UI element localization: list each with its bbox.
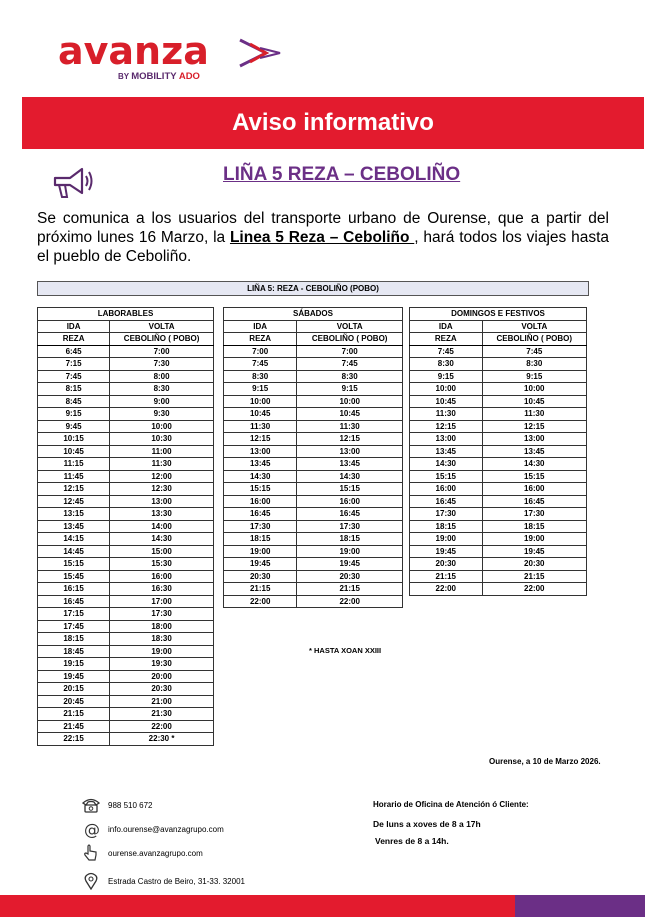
table-row [38, 358, 214, 371]
departure-time-cell: 20:15 [38, 683, 110, 696]
table-row [410, 558, 587, 571]
table-row [38, 583, 214, 596]
table-row [224, 358, 403, 371]
departure-time-cell: 10:15 [38, 433, 110, 446]
table-row [410, 470, 587, 483]
return-time-cell: 12:15 [482, 420, 586, 433]
return-time-cell: 17:00 [110, 595, 214, 608]
departure-time-cell: 20:45 [38, 695, 110, 708]
table-laborables [37, 307, 214, 746]
departure-time-cell: 16:45 [38, 595, 110, 608]
departure-time-cell: 7:15 [38, 358, 110, 371]
return-time-cell: 7:45 [482, 345, 586, 358]
table-row [410, 383, 587, 396]
table-row [38, 433, 214, 446]
return-time-cell: 13:45 [482, 445, 586, 458]
footnote: * HASTA XOAN XXIII [309, 646, 382, 655]
contact-phone: 988 510 672 [80, 796, 153, 814]
return-time-cell: 18:15 [482, 520, 586, 533]
departure-time-cell: 22:00 [224, 595, 297, 608]
avanza-logo [58, 30, 298, 92]
return-time-cell: 19:00 [482, 533, 586, 546]
return-time-cell: 9:00 [110, 395, 214, 408]
departure-time-cell: 13:00 [224, 445, 297, 458]
megaphone-icon [50, 163, 96, 203]
table-row [38, 658, 214, 671]
departure-time-cell: 13:45 [224, 458, 297, 471]
table-row [38, 645, 214, 658]
table-domingos [409, 307, 587, 596]
return-time-cell: 16:00 [110, 570, 214, 583]
return-time-cell: 11:30 [482, 408, 586, 421]
return-time-cell: 14:00 [110, 520, 214, 533]
return-time-cell: 18:15 [297, 533, 403, 546]
table-row [410, 533, 587, 546]
at-sign-icon [80, 820, 102, 838]
table-row [38, 570, 214, 583]
column-header: IDA [224, 320, 297, 333]
table-row [38, 608, 214, 621]
table-row [38, 708, 214, 721]
departure-time-cell: 18:15 [410, 520, 483, 533]
departure-time-cell: 21:15 [38, 708, 110, 721]
table-row [224, 395, 403, 408]
column-header: VOLTA [297, 320, 403, 333]
departure-time-cell: 9:45 [38, 420, 110, 433]
departure-time-cell: 22:15 [38, 733, 110, 746]
departure-time-cell: 9:15 [410, 370, 483, 383]
departure-time-cell: 17:30 [410, 508, 483, 521]
issue-date: Ourense, a 10 de Marzo 2026. [489, 757, 601, 766]
table-title: LABORABLES [38, 308, 214, 321]
return-time-cell: 15:15 [482, 470, 586, 483]
subheader-row [224, 333, 403, 346]
table-row [38, 495, 214, 508]
table-row [410, 520, 587, 533]
table-row [38, 420, 214, 433]
return-time-cell: 16:00 [482, 483, 586, 496]
departure-time-cell: 19:45 [38, 670, 110, 683]
departure-time-cell: 13:15 [38, 508, 110, 521]
column-subheader: CEBOLIÑO ( POBO) [482, 333, 586, 346]
table-row [224, 508, 403, 521]
return-time-cell: 14:30 [297, 470, 403, 483]
table-row [224, 533, 403, 546]
header-row [38, 320, 214, 333]
svg-text:@: @ [84, 820, 100, 838]
office-hours-line1: De luns a xoves de 8 a 17h [373, 819, 481, 829]
column-subheader: REZA [410, 333, 483, 346]
table-row [38, 670, 214, 683]
return-time-cell: 13:30 [110, 508, 214, 521]
table-title: SÁBADOS [224, 308, 403, 321]
return-time-cell: 22:30 * [110, 733, 214, 746]
table-row [38, 445, 214, 458]
footer-bar-purple [515, 895, 645, 917]
return-time-cell: 10:00 [482, 383, 586, 396]
table-row [38, 370, 214, 383]
departure-time-cell: 17:30 [224, 520, 297, 533]
table-title: DOMINGOS E FESTIVOS [410, 308, 587, 321]
departure-time-cell: 20:30 [224, 570, 297, 583]
return-time-cell: 10:45 [297, 408, 403, 421]
return-time-cell: 16:45 [297, 508, 403, 521]
return-time-cell: 7:45 [297, 358, 403, 371]
column-subheader: REZA [224, 333, 297, 346]
return-time-cell: 8:30 [110, 383, 214, 396]
table-row [38, 408, 214, 421]
departure-time-cell: 14:30 [410, 458, 483, 471]
table-row [410, 408, 587, 421]
return-time-cell: 15:15 [297, 483, 403, 496]
departure-time-cell: 14:15 [38, 533, 110, 546]
departure-time-cell: 8:45 [38, 395, 110, 408]
table-row [224, 558, 403, 571]
table-row [224, 345, 403, 358]
table-row [224, 433, 403, 446]
table-row [410, 495, 587, 508]
table-row [410, 508, 587, 521]
departure-time-cell: 12:45 [38, 495, 110, 508]
departure-time-cell: 12:15 [38, 483, 110, 496]
departure-time-cell: 9:15 [224, 383, 297, 396]
return-time-cell: 9:15 [297, 383, 403, 396]
departure-time-cell: 15:15 [410, 470, 483, 483]
departure-time-cell: 7:45 [38, 370, 110, 383]
return-time-cell: 19:45 [482, 545, 586, 558]
table-row [224, 383, 403, 396]
departure-time-cell: 10:00 [410, 383, 483, 396]
table-row [410, 545, 587, 558]
departure-time-cell: 19:00 [410, 533, 483, 546]
departure-time-cell: 15:15 [224, 483, 297, 496]
table-row [38, 683, 214, 696]
departure-time-cell: 21:45 [38, 720, 110, 733]
departure-time-cell: 17:45 [38, 620, 110, 633]
return-time-cell: 16:30 [110, 583, 214, 596]
departure-time-cell: 13:45 [410, 445, 483, 458]
departure-time-cell: 8:15 [38, 383, 110, 396]
departure-time-cell: 7:45 [410, 345, 483, 358]
departure-time-cell: 14:30 [224, 470, 297, 483]
table-row [410, 583, 587, 596]
departure-time-cell: 18:45 [38, 645, 110, 658]
return-time-cell: 7:00 [110, 345, 214, 358]
return-time-cell: 8:30 [482, 358, 586, 371]
departure-time-cell: 7:45 [224, 358, 297, 371]
table-row [38, 720, 214, 733]
table-row [38, 695, 214, 708]
table-row [38, 508, 214, 521]
departure-time-cell: 17:15 [38, 608, 110, 621]
table-row [38, 458, 214, 471]
return-time-cell: 13:00 [482, 433, 586, 446]
departure-time-cell: 18:15 [38, 633, 110, 646]
return-time-cell: 10:00 [297, 395, 403, 408]
location-pin-icon [80, 872, 102, 890]
departure-time-cell: 19:15 [38, 658, 110, 671]
table-row [38, 345, 214, 358]
table-row [224, 458, 403, 471]
return-time-cell: 18:00 [110, 620, 214, 633]
return-time-cell: 22:00 [297, 595, 403, 608]
table-row [38, 558, 214, 571]
return-time-cell: 19:45 [297, 558, 403, 571]
table-row [38, 470, 214, 483]
departure-time-cell: 16:15 [38, 583, 110, 596]
departure-time-cell: 12:15 [410, 420, 483, 433]
contact-web[interactable]: ourense.avanzagrupo.com [80, 844, 203, 862]
table-row [38, 483, 214, 496]
table-row [38, 520, 214, 533]
return-time-cell: 9:15 [482, 370, 586, 383]
header-row [410, 320, 587, 333]
return-time-cell: 16:00 [297, 495, 403, 508]
return-time-cell: 9:30 [110, 408, 214, 421]
return-time-cell: 17:30 [482, 508, 586, 521]
subheader-row [410, 333, 587, 346]
table-row [38, 733, 214, 746]
departure-time-cell: 16:00 [410, 483, 483, 496]
return-time-cell: 20:30 [110, 683, 214, 696]
departure-time-cell: 14:45 [38, 545, 110, 558]
departure-time-cell: 20:30 [410, 558, 483, 571]
office-hours-line2: Venres de 8 a 14h. [375, 836, 449, 846]
table-row [224, 583, 403, 596]
return-time-cell: 10:45 [482, 395, 586, 408]
departure-time-cell: 10:00 [224, 395, 297, 408]
return-time-cell: 14:30 [110, 533, 214, 546]
table-title-row [224, 308, 403, 321]
contact-address: Estrada Castro de Beiro, 31-33. 32001 [80, 872, 245, 890]
return-time-cell: 19:00 [297, 545, 403, 558]
table-title-row [410, 308, 587, 321]
schedule-title: LIÑA 5: REZA - CEBOLIÑO (POBO) [37, 281, 589, 296]
table-row [410, 458, 587, 471]
table-row [38, 545, 214, 558]
departure-time-cell: 16:45 [410, 495, 483, 508]
departure-time-cell: 13:45 [38, 520, 110, 533]
table-row [224, 570, 403, 583]
return-time-cell: 13:00 [297, 445, 403, 458]
departure-time-cell: 22:00 [410, 583, 483, 596]
table-row [38, 633, 214, 646]
return-time-cell: 21:15 [482, 570, 586, 583]
return-time-cell: 8:00 [110, 370, 214, 383]
return-time-cell: 17:30 [297, 520, 403, 533]
departure-time-cell: 6:45 [38, 345, 110, 358]
table-row [224, 483, 403, 496]
return-time-cell: 20:30 [297, 570, 403, 583]
column-header: IDA [38, 320, 110, 333]
departure-time-cell: 13:00 [410, 433, 483, 446]
departure-time-cell: 12:15 [224, 433, 297, 446]
table-row [38, 620, 214, 633]
pointer-hand-icon [80, 844, 102, 862]
return-time-cell: 15:00 [110, 545, 214, 558]
departure-time-cell: 9:15 [38, 408, 110, 421]
logo-subtitle: BY MOBILITY ADO [118, 71, 200, 82]
return-time-cell: 21:00 [110, 695, 214, 708]
table-row [38, 395, 214, 408]
departure-time-cell: 7:00 [224, 345, 297, 358]
return-time-cell: 21:30 [110, 708, 214, 721]
return-time-cell: 21:15 [297, 583, 403, 596]
departure-time-cell: 19:00 [224, 545, 297, 558]
return-time-cell: 19:30 [110, 658, 214, 671]
departure-time-cell: 18:15 [224, 533, 297, 546]
line-highlight: Linea 5 Reza – Ceboliño [229, 229, 415, 246]
departure-time-cell: 10:45 [38, 445, 110, 458]
table-row [410, 483, 587, 496]
table-row [224, 495, 403, 508]
table-row [38, 595, 214, 608]
column-subheader: CEBOLIÑO ( POBO) [297, 333, 403, 346]
return-time-cell: 12:00 [110, 470, 214, 483]
return-time-cell: 11:30 [297, 420, 403, 433]
return-time-cell: 22:00 [110, 720, 214, 733]
return-time-cell: 19:00 [110, 645, 214, 658]
return-time-cell: 12:30 [110, 483, 214, 496]
logo-wordmark: avanza [58, 29, 209, 73]
return-time-cell: 7:00 [297, 345, 403, 358]
column-header: VOLTA [482, 320, 586, 333]
departure-time-cell: 21:15 [224, 583, 297, 596]
departure-time-cell: 8:30 [410, 358, 483, 371]
phone-icon [80, 796, 102, 814]
departure-time-cell: 11:30 [224, 420, 297, 433]
line-title: LIÑA 5 REZA – CEBOLIÑO [223, 164, 461, 185]
table-row [410, 395, 587, 408]
return-time-cell: 20:30 [482, 558, 586, 571]
table-row [224, 595, 403, 608]
header-row [224, 320, 403, 333]
return-time-cell: 16:45 [482, 495, 586, 508]
subheader-row [38, 333, 214, 346]
column-subheader: REZA [38, 333, 110, 346]
table-row [410, 570, 587, 583]
return-time-cell: 12:15 [297, 433, 403, 446]
table-row [224, 420, 403, 433]
return-time-cell: 10:30 [110, 433, 214, 446]
departure-time-cell: 19:45 [410, 545, 483, 558]
return-time-cell: 13:00 [110, 495, 214, 508]
table-row [410, 445, 587, 458]
office-hours-heading: Horario de Oficina de Atención ó Cliente: [373, 800, 529, 809]
footer-bar-red [0, 895, 515, 917]
table-row [224, 545, 403, 558]
return-time-cell: 15:30 [110, 558, 214, 571]
departure-time-cell: 16:45 [224, 508, 297, 521]
table-row [410, 345, 587, 358]
table-row [38, 383, 214, 396]
table-sabados [223, 307, 403, 608]
table-row [224, 520, 403, 533]
return-time-cell: 11:30 [110, 458, 214, 471]
table-title-row [38, 308, 214, 321]
departure-time-cell: 21:15 [410, 570, 483, 583]
table-row [224, 408, 403, 421]
return-time-cell: 11:00 [110, 445, 214, 458]
return-time-cell: 13:45 [297, 458, 403, 471]
table-row [38, 533, 214, 546]
departure-time-cell: 15:45 [38, 570, 110, 583]
page-banner: Aviso informativo [22, 97, 644, 149]
departure-time-cell: 16:00 [224, 495, 297, 508]
column-subheader: CEBOLIÑO ( POBO) [110, 333, 214, 346]
logo-arrow-icon [236, 36, 286, 70]
departure-time-cell: 8:30 [224, 370, 297, 383]
return-time-cell: 8:30 [297, 370, 403, 383]
departure-time-cell: 15:15 [38, 558, 110, 571]
return-time-cell: 17:30 [110, 608, 214, 621]
table-row [410, 358, 587, 371]
departure-time-cell: 11:30 [410, 408, 483, 421]
return-time-cell: 18:30 [110, 633, 214, 646]
table-row [224, 445, 403, 458]
departure-time-cell: 11:45 [38, 470, 110, 483]
table-row [410, 420, 587, 433]
contact-email[interactable]: @ info.ourense@avanzagrupo.com [80, 820, 224, 838]
departure-time-cell: 10:45 [224, 408, 297, 421]
column-header: IDA [410, 320, 483, 333]
return-time-cell: 10:00 [110, 420, 214, 433]
return-time-cell: 14:30 [482, 458, 586, 471]
departure-time-cell: 19:45 [224, 558, 297, 571]
departure-time-cell: 10:45 [410, 395, 483, 408]
column-header: VOLTA [110, 320, 214, 333]
table-row [224, 370, 403, 383]
return-time-cell: 7:30 [110, 358, 214, 371]
return-time-cell: 20:00 [110, 670, 214, 683]
table-row [410, 433, 587, 446]
table-row [224, 470, 403, 483]
departure-time-cell: 11:15 [38, 458, 110, 471]
table-row [410, 370, 587, 383]
notice-text: Se comunica a los usuarios del transporte urbano de Ourense, que a partir del próximo lunes 16 Marzo, la Linea 5 Reza – Ceboliño , hará todos los viajes hasta el pueblo de Ceboliño. [37, 210, 609, 265]
return-time-cell: 22:00 [482, 583, 586, 596]
